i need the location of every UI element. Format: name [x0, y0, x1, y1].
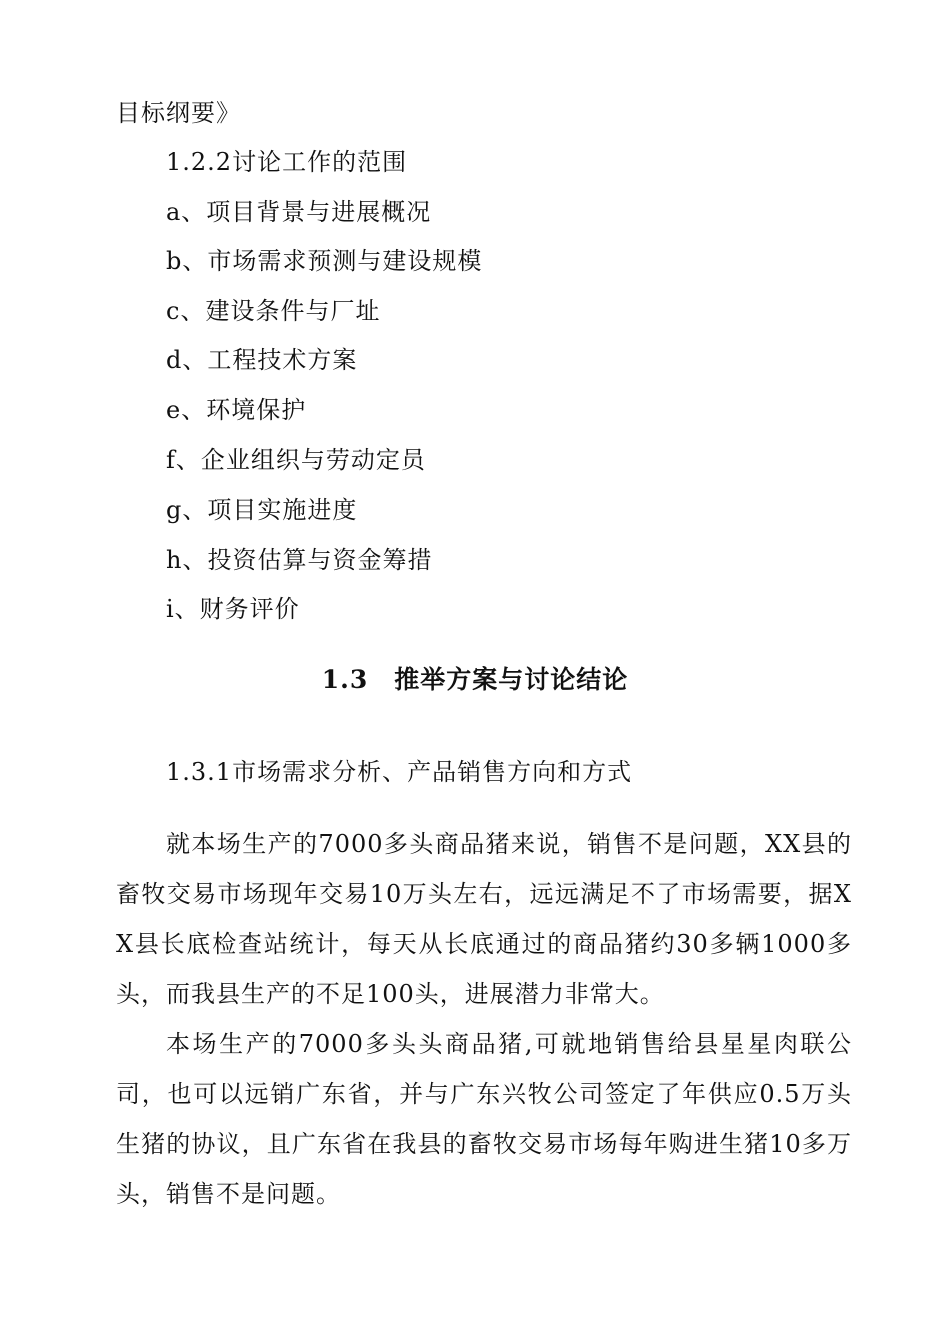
scope-item: h、投资估算与资金筹措 — [166, 546, 433, 574]
section-1-2-2-title: 1.2.2讨论工作的范围 — [166, 148, 408, 176]
section-1-3-1-title: 1.3.1市场需求分析、产品销售方向和方式 — [166, 758, 633, 786]
section-1-3-number: 1.3 — [321, 665, 369, 694]
scope-item: e、环境保护 — [166, 396, 307, 424]
paragraph-market-demand: 就本场生产的7000多头商品猪来说，销售不是问题，XX县的畜牧交易市场现年交易10万头左右，远远满足不了市场需要，据XX县长底检查站统计，每天从长底通过的商品猪约30多辆1000多头，而我县生产的不足100头，进展潜力非常大。 — [116, 830, 852, 1008]
scope-item: d、工程技术方案 — [166, 346, 358, 374]
scope-item: c、建设条件与厂址 — [166, 297, 381, 325]
scope-item: i、财务评价 — [166, 595, 300, 623]
scope-item: f、企业组织与劳动定员 — [166, 446, 426, 474]
continued-text-line: 目标纲要》 — [116, 99, 241, 127]
scope-item: b、市场需求预测与建设规模 — [166, 247, 483, 275]
section-1-3-heading — [0, 664, 950, 696]
section-1-3-title: 推举方案与讨论结论 — [394, 665, 629, 694]
paragraph-sales-channels: 本场生产的7000多头头商品猪,可就地销售给县星星肉联公司，也可以远销广东省，并与广东兴牧公司签定了年供应0.5万头生猪的协议，且广东省在我县的畜牧交易市场每年购进生猪10多万头，销售不是问题。 — [116, 1030, 852, 1208]
scope-item: a、项目背景与进展概况 — [166, 198, 432, 226]
scope-item: g、项目实施进度 — [166, 496, 358, 524]
